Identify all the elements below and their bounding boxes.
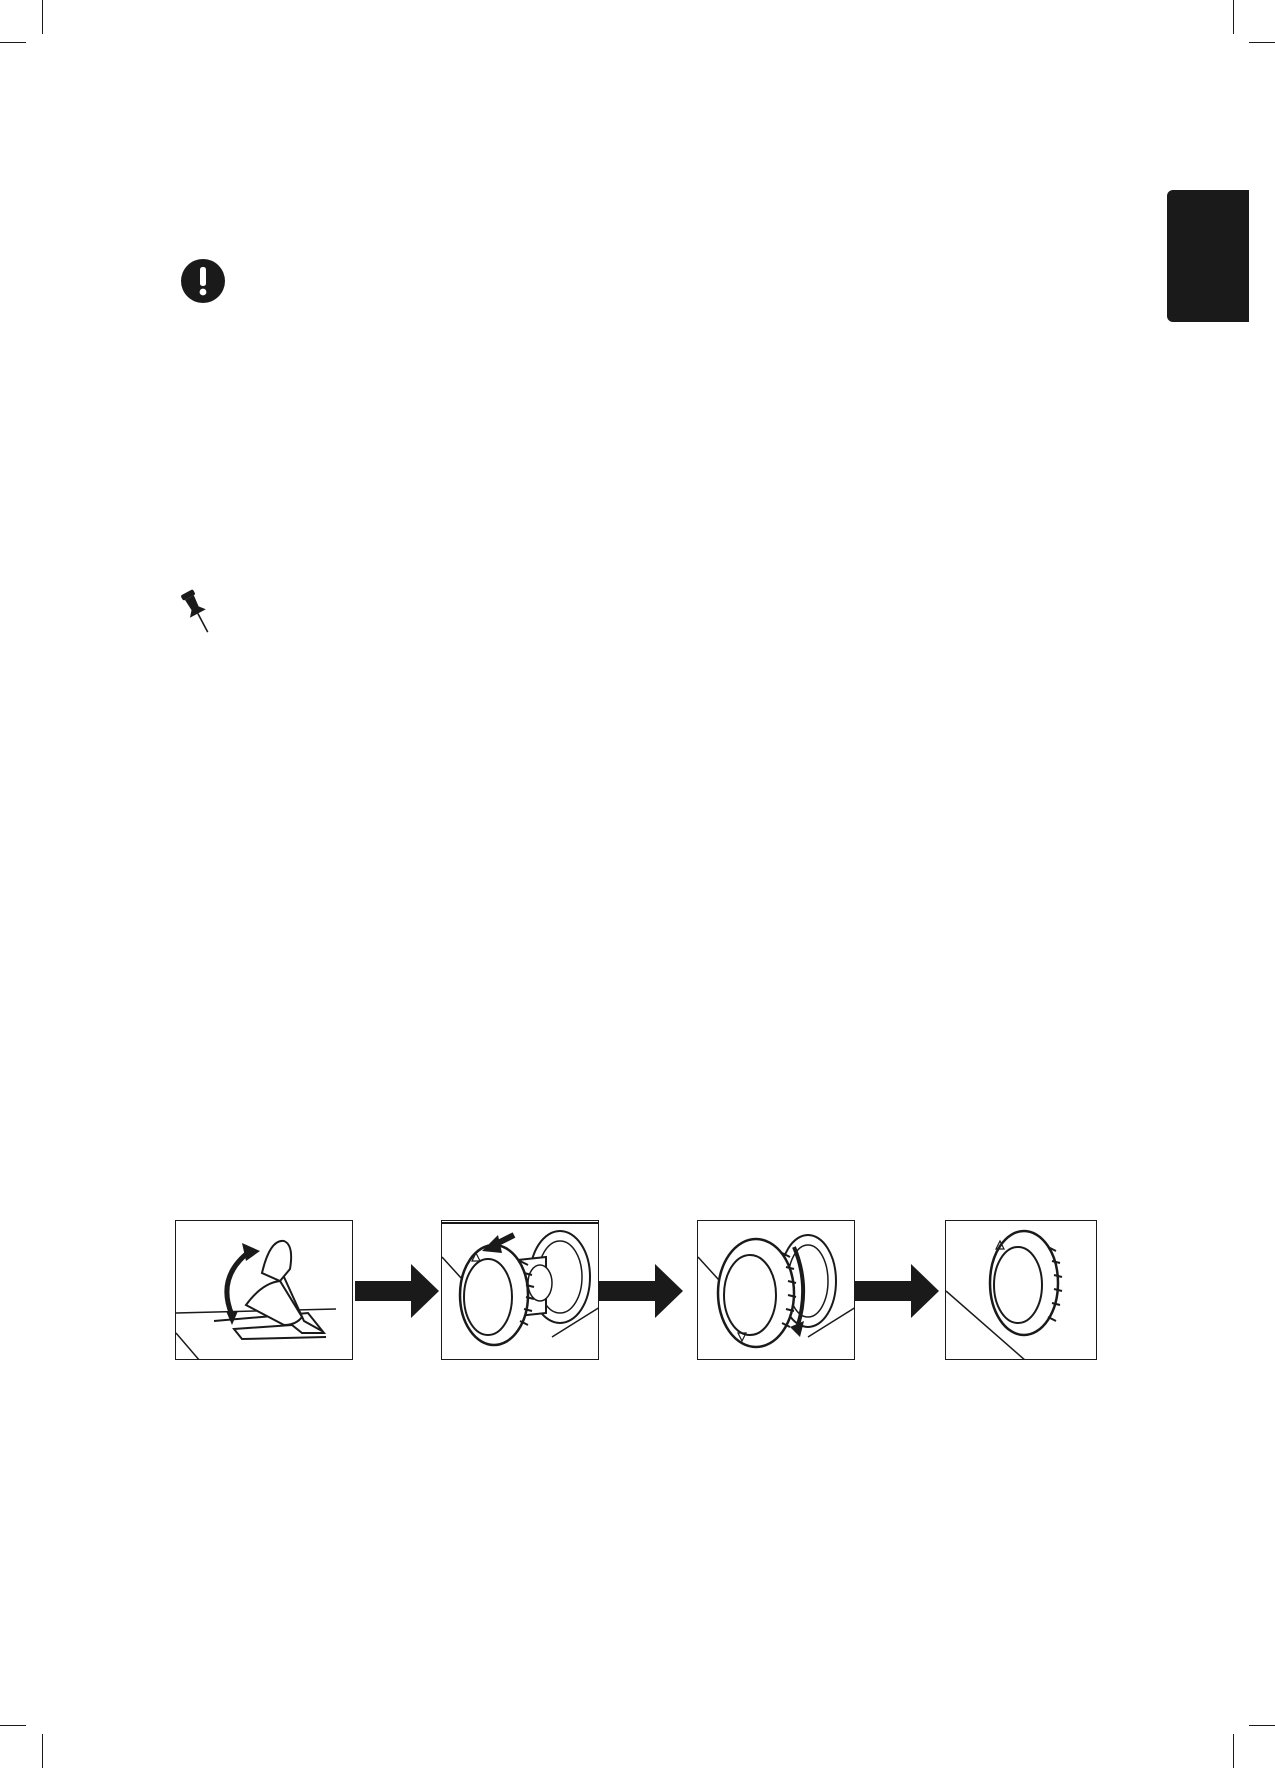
knob-pull-illustration (442, 1221, 599, 1360)
exclamation-circle-icon (180, 258, 226, 304)
step-knob-reseated-panel (945, 1220, 1097, 1360)
crop-mark (42, 1734, 43, 1768)
pushpin-icon (178, 588, 214, 638)
knob-result-illustration (946, 1221, 1097, 1360)
knob-rotate-illustration (698, 1221, 855, 1360)
crop-mark (1233, 1734, 1234, 1768)
crop-mark (0, 42, 26, 43)
lever-lift-illustration (176, 1221, 353, 1360)
step-rotate-knob-panel (697, 1220, 855, 1360)
step-lift-lever-panel (175, 1220, 353, 1360)
step-arrow-icon (599, 1264, 683, 1318)
step-arrow-icon (355, 1264, 439, 1318)
crop-mark (1233, 0, 1234, 34)
crop-mark (42, 0, 43, 34)
language-tab (1167, 190, 1249, 322)
step-pull-knob-panel (441, 1220, 599, 1360)
step-arrow-icon (855, 1264, 939, 1318)
crop-mark (0, 1725, 26, 1726)
procedure-figure (175, 1220, 1097, 1362)
crop-mark (1249, 42, 1275, 43)
crop-mark (1249, 1725, 1275, 1726)
